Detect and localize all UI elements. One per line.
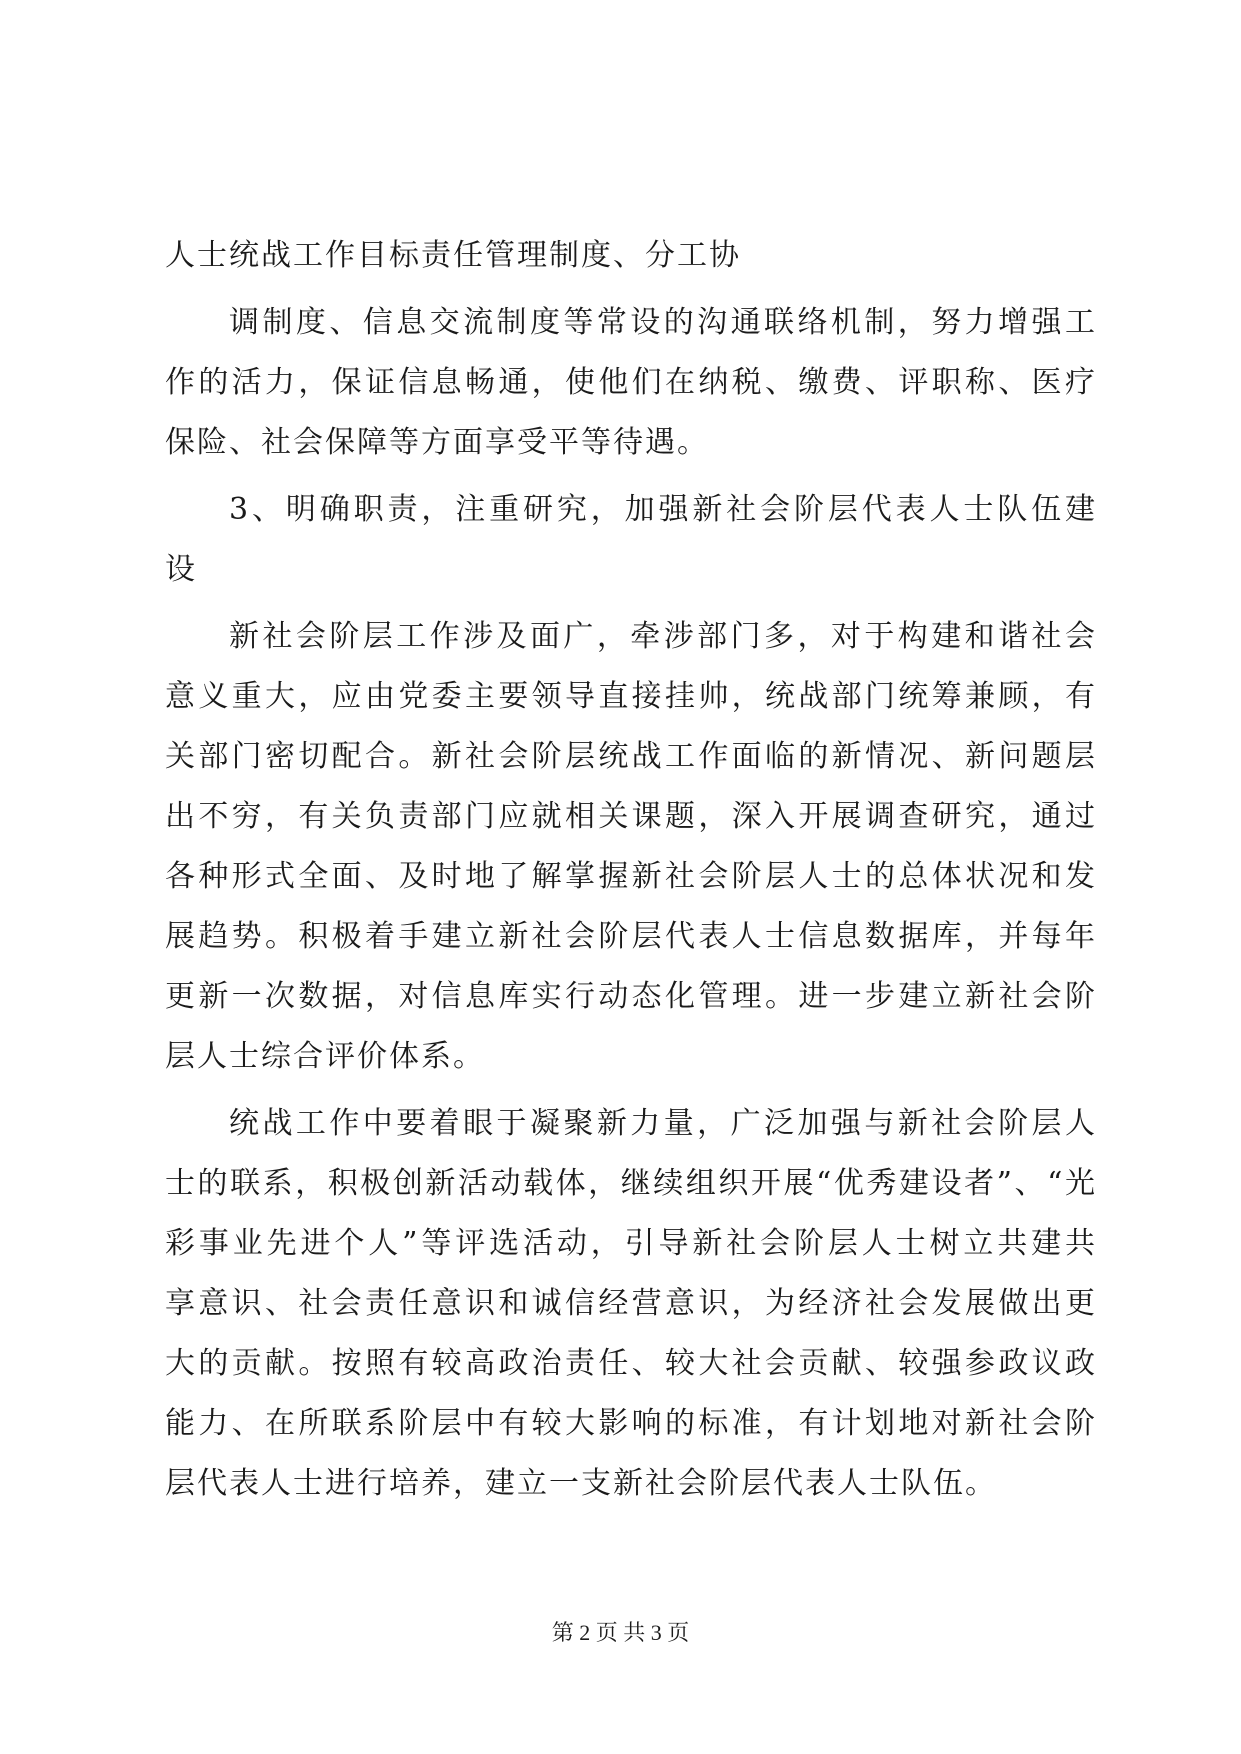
paragraph xyxy=(165,607,1095,1087)
text-line: 展趋势。积极着手建立新社会阶层代表人士信息数据库，并每年 xyxy=(165,919,1095,954)
text-line: 能力、在所联系阶层中有较大影响的标准，有计划地对新社会阶 xyxy=(165,1406,1095,1441)
text-line: 层人士综合评价体系。 xyxy=(165,1039,485,1074)
text-line: 各种形式全面、及时地了解掌握新社会阶层人士的总体状况和发 xyxy=(165,859,1095,894)
paragraph xyxy=(165,480,1095,600)
text-line: 关部门密切配合。新社会阶层统战工作面临的新情况、新问题层 xyxy=(165,739,1095,774)
text-line: 出不穷，有关负责部门应就相关课题，深入开展调查研究，通过 xyxy=(165,799,1095,834)
text-line: 3、明确职责，注重研究，加强新社会阶层代表人士队伍建 xyxy=(229,492,1095,527)
text-line: 大的贡献。按照有较高政治责任、较大社会贡献、较强参政议政 xyxy=(165,1346,1095,1381)
text-line: 士的联系，积极创新活动载体，继续组织开展“优秀建设者”、“光 xyxy=(165,1166,1095,1201)
text-line: 保险、社会保障等方面享受平等待遇。 xyxy=(165,425,709,460)
text-line: 统战工作中要着眼于凝聚新力量，广泛加强与新社会阶层人 xyxy=(229,1106,1095,1141)
body-text xyxy=(165,226,1095,1514)
paragraph xyxy=(165,293,1095,473)
text-line: 彩事业先进个人”等评选活动，引导新社会阶层人士树立共建共 xyxy=(165,1226,1095,1261)
text-line: 人士统战工作目标责任管理制度、分工协 xyxy=(165,238,741,273)
text-line: 层代表人士进行培养，建立一支新社会阶层代表人士队伍。 xyxy=(165,1466,997,1501)
text-line: 作的活力，保证信息畅通，使他们在纳税、缴费、评职称、医疗 xyxy=(165,365,1095,400)
page-number-footer: 第 2 页 共 3 页 xyxy=(551,1620,690,1645)
text-line: 新社会阶层工作涉及面广，牵涉部门多，对于构建和谐社会 xyxy=(229,619,1095,654)
text-line: 更新一次数据，对信息库实行动态化管理。进一步建立新社会阶 xyxy=(165,979,1095,1014)
paragraph xyxy=(165,226,1095,286)
text-line: 意义重大，应由党委主要领导直接挂帅，统战部门统筹兼顾，有 xyxy=(165,679,1095,714)
text-line: 调制度、信息交流制度等常设的沟通联络机制，努力增强工 xyxy=(229,305,1095,340)
text-line: 享意识、社会责任意识和诚信经营意识，为经济社会发展做出更 xyxy=(165,1286,1095,1321)
text-line: 设 xyxy=(165,552,197,587)
paragraph xyxy=(165,1094,1095,1514)
